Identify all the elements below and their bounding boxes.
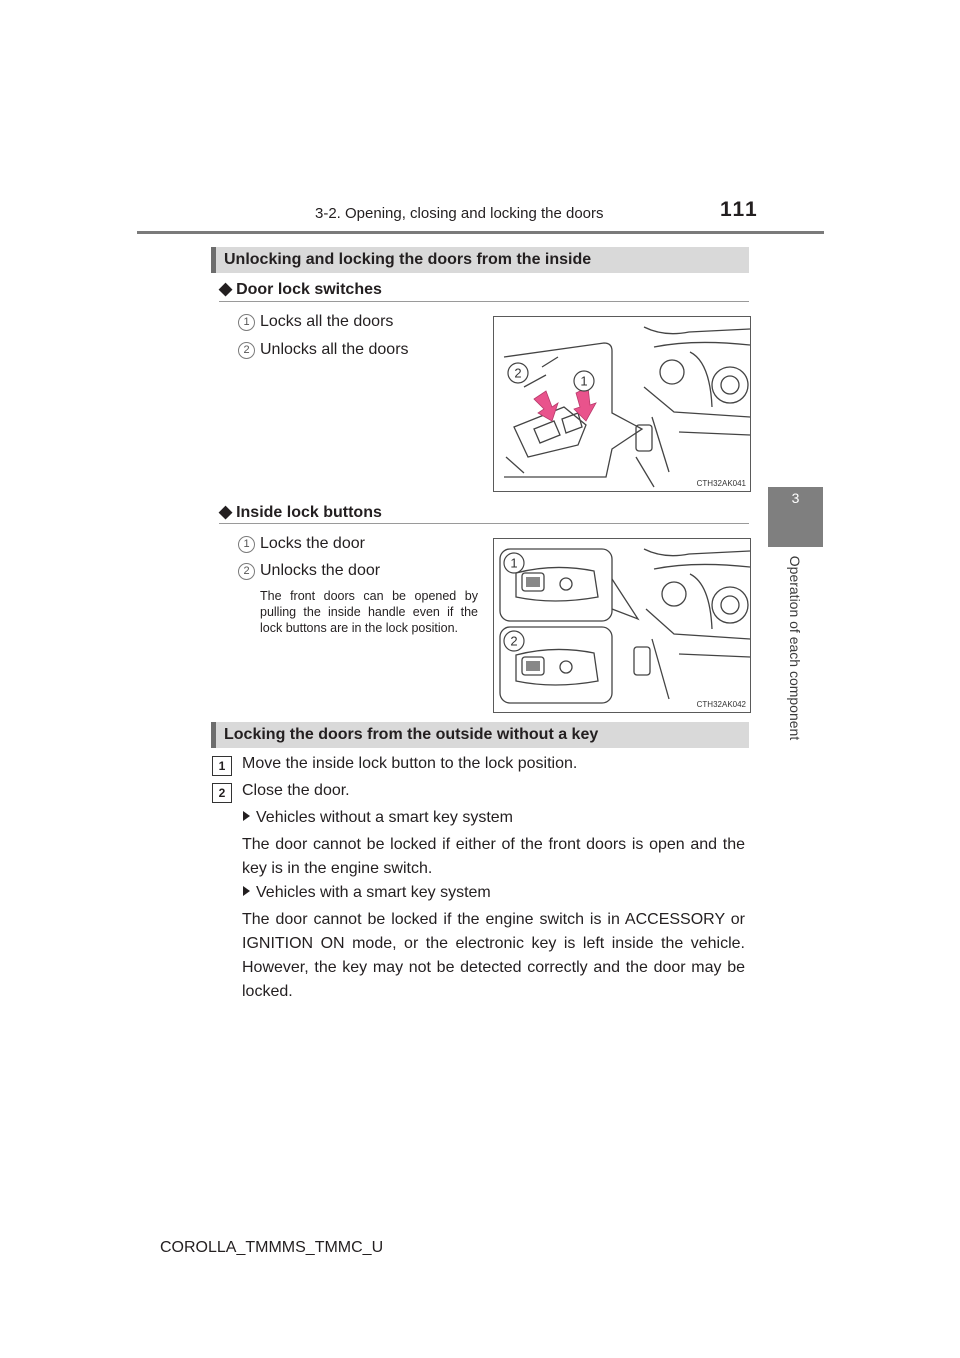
figure-code: CTH32AK041 bbox=[696, 479, 746, 488]
case-paragraph: The door cannot be locked if either of the front doors is open and the key is in the engine switch. bbox=[242, 836, 745, 877]
diamond-icon: ◆ bbox=[219, 279, 233, 298]
section-title: Locking the doors from the outside without a key bbox=[224, 726, 599, 743]
case-label: Vehicles with a smart key system bbox=[243, 884, 491, 902]
header-rule bbox=[137, 231, 824, 234]
subheading-door-lock-switches: ◆ Door lock switches bbox=[219, 279, 382, 298]
diamond-icon: ◆ bbox=[219, 502, 233, 521]
item-number: 2 bbox=[238, 563, 255, 580]
inside-lock-button-drawing bbox=[494, 539, 750, 712]
page-number: 111 bbox=[720, 198, 759, 221]
step-number: 1 bbox=[212, 756, 232, 776]
item-text: Locks the door bbox=[260, 535, 365, 552]
chapter-tab-label: Operation of each component bbox=[787, 555, 803, 741]
door-lock-switch-drawing bbox=[494, 317, 750, 491]
triangle-bullet-icon bbox=[243, 886, 250, 896]
step-number: 2 bbox=[212, 783, 232, 803]
subheading-rule bbox=[219, 523, 749, 524]
section-title: Unlocking and locking the doors from the inside bbox=[224, 251, 592, 268]
inside-lock-button-illustration bbox=[493, 538, 751, 713]
step-text: Close the door. bbox=[242, 782, 350, 799]
subheading-rule bbox=[219, 301, 749, 302]
item-number: 1 bbox=[238, 314, 255, 331]
item-text: Unlocks the door bbox=[260, 562, 381, 579]
inside-lock-note: The front doors can be opened by pulling the inside handle even if the lock buttons are in the lock position. bbox=[260, 589, 478, 635]
item-text: Unlocks all the doors bbox=[260, 341, 409, 358]
item-number: 1 bbox=[238, 536, 255, 553]
figure-callout: 1 bbox=[510, 555, 518, 571]
section-bar-inside bbox=[211, 247, 749, 273]
triangle-bullet-icon bbox=[243, 811, 250, 821]
subheading-inside-lock-buttons: ◆ Inside lock buttons bbox=[219, 502, 382, 521]
case-label: Vehicles without a smart key system bbox=[243, 809, 513, 827]
figure-code: CTH32AK042 bbox=[696, 700, 746, 709]
case-paragraph: The door cannot be locked if the engine switch is in ACCESSORY or IGNITION ON mode, or the electronic key is left inside the vehicle. However, the key may not be detected correctly and the door may be locked. bbox=[242, 911, 745, 1000]
section-bar-outside bbox=[211, 722, 749, 748]
footer-model-code: COROLLA_TMMMS_TMMC_U bbox=[160, 1239, 384, 1256]
figure-callout: 2 bbox=[514, 365, 522, 381]
running-header-section: 3-2. Opening, closing and locking the doors bbox=[315, 205, 604, 222]
figure-callout: 1 bbox=[580, 373, 588, 389]
item-number: 2 bbox=[238, 342, 255, 359]
item-text: Locks all the doors bbox=[260, 313, 394, 330]
door-lock-switch-illustration bbox=[493, 316, 751, 492]
chapter-tab-number: 3 bbox=[791, 490, 800, 506]
figure-callout: 2 bbox=[510, 633, 518, 649]
step-text: Move the inside lock button to the lock position. bbox=[242, 755, 578, 772]
